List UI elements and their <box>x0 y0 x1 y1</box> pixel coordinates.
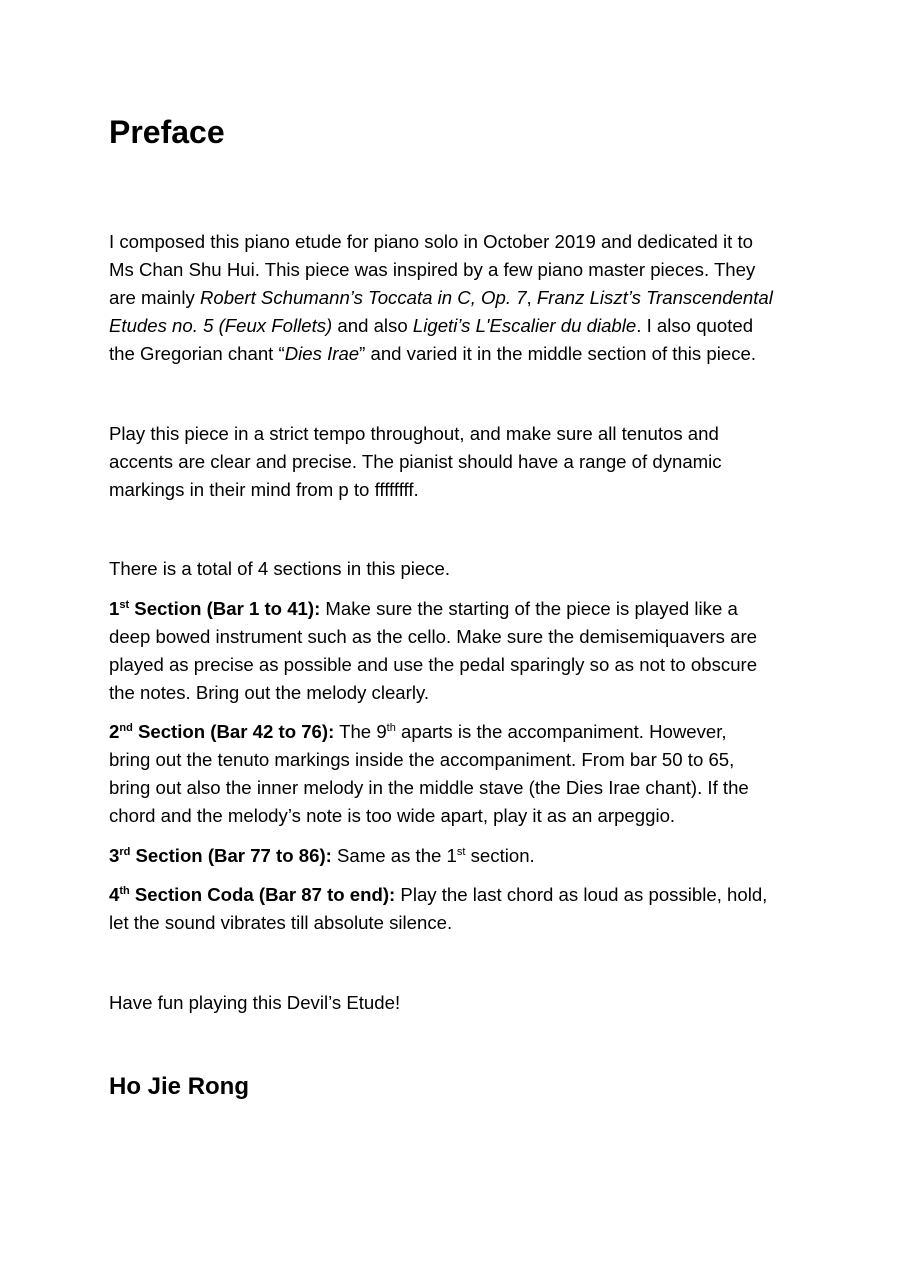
author-signature: Ho Jie Rong <box>109 1073 250 1100</box>
intro-text: ” and varied it in the middle section of this piece. <box>359 343 757 364</box>
section-3-ordinal: rd <box>119 845 131 858</box>
tempo-paragraph <box>109 420 809 504</box>
intro-text: , <box>526 287 537 308</box>
section-2-line-3: bring out also the inner melody in the middle stave (the Dies Irae chant). If the <box>109 777 749 798</box>
section-4-paragraph <box>109 881 809 937</box>
section-1-heading-text: Section (Bar 1 to 41): <box>129 598 321 619</box>
section-4-heading <box>109 884 395 905</box>
section-2-line-2: bring out the tenuto markings inside the accompaniment. From bar 50 to 65, <box>109 749 735 770</box>
section-3-text: Same as the 1 <box>331 845 457 866</box>
section-2-line-1 <box>109 718 809 746</box>
section-2-ninth-ordinal: th <box>386 721 396 734</box>
section-1-ordinal: st <box>119 598 130 611</box>
intro-text: . I also quoted <box>636 315 754 336</box>
section-1-line-1 <box>109 595 809 623</box>
section-3-heading-text: Section (Bar 77 to 86): <box>130 845 332 866</box>
intro-line-5 <box>109 340 809 368</box>
work-title-liszt: Franz Liszt’s Transcendental <box>536 287 773 308</box>
intro-line-3 <box>109 284 809 312</box>
tempo-line-3: markings in their mind from p to ffffffff. <box>109 479 419 500</box>
section-4-number: 4 <box>109 884 120 905</box>
section-1-line-3: played as precise as possible and use the pedal sparingly so as not to obscure <box>109 654 758 675</box>
section-1-text: Make sure the starting of the piece is played like a <box>320 598 738 619</box>
section-4-heading-text: Section Coda (Bar 87 to end): <box>129 884 396 905</box>
work-title-schumann: Robert Schumann’s Toccata in C, Op. 7 <box>199 287 527 308</box>
intro-paragraph <box>109 228 809 368</box>
section-2-ordinal: nd <box>119 721 133 734</box>
work-title-ligeti: Ligeti’s L'Escalier du diable <box>412 315 637 336</box>
section-3-heading <box>109 845 332 866</box>
intro-text: are mainly <box>109 287 200 308</box>
intro-line-2: Ms Chan Shu Hui. This piece was inspired by a few piano master pieces. They <box>109 259 756 280</box>
tempo-line-1: Play this piece in a strict tempo throughout, and make sure all tenutos and <box>109 423 719 444</box>
section-2-number: 2 <box>109 721 120 742</box>
section-2-line-4: chord and the melody’s note is too wide apart, play it as an arpeggio. <box>109 805 676 826</box>
intro-line-1: I composed this piano etude for piano solo in October 2019 and dedicated it to <box>109 231 753 252</box>
page-title: Preface <box>109 114 225 150</box>
section-2-text: The 9 <box>334 721 387 742</box>
section-4-text: Play the last chord as loud as possible, hold, <box>395 884 768 905</box>
section-2-paragraph <box>109 718 809 830</box>
chant-title: Dies Irae <box>284 343 360 364</box>
section-4-ordinal: th <box>119 884 130 897</box>
work-title-liszt-cont: Etudes no. 5 (Feux Follets) <box>109 315 333 336</box>
section-3-line-1 <box>109 842 809 870</box>
section-1-number: 1 <box>109 598 120 619</box>
section-4-line-2: let the sound vibrates till absolute silence. <box>109 912 453 933</box>
section-2-heading-text: Section (Bar 42 to 76): <box>132 721 335 742</box>
section-4-line-1 <box>109 881 809 909</box>
intro-text: the Gregorian chant “ <box>109 343 285 364</box>
closing-line: Have fun playing this Devil’s Etude! <box>109 992 401 1013</box>
section-3-number: 3 <box>109 845 120 866</box>
section-2-text: aparts is the accompaniment. However, <box>395 721 727 742</box>
section-1-heading <box>109 598 320 619</box>
section-1-paragraph <box>109 595 809 707</box>
sections-intro-paragraph <box>109 555 809 583</box>
intro-text: and also <box>332 315 413 336</box>
section-1-line-2: deep bowed instrument such as the cello. Make sure the demisemiquavers are <box>109 626 758 647</box>
section-3-first-ordinal: st <box>456 845 466 858</box>
section-2-heading <box>109 721 334 742</box>
closing-paragraph <box>109 989 809 1017</box>
section-1-line-4: the notes. Bring out the melody clearly. <box>109 682 430 703</box>
intro-line-4 <box>109 312 809 340</box>
section-3-text: section. <box>465 845 535 866</box>
tempo-line-2: accents are clear and precise. The pianist should have a range of dynamic <box>109 451 722 472</box>
sections-intro-line: There is a total of 4 sections in this piece. <box>109 558 451 579</box>
section-3-paragraph <box>109 842 809 870</box>
